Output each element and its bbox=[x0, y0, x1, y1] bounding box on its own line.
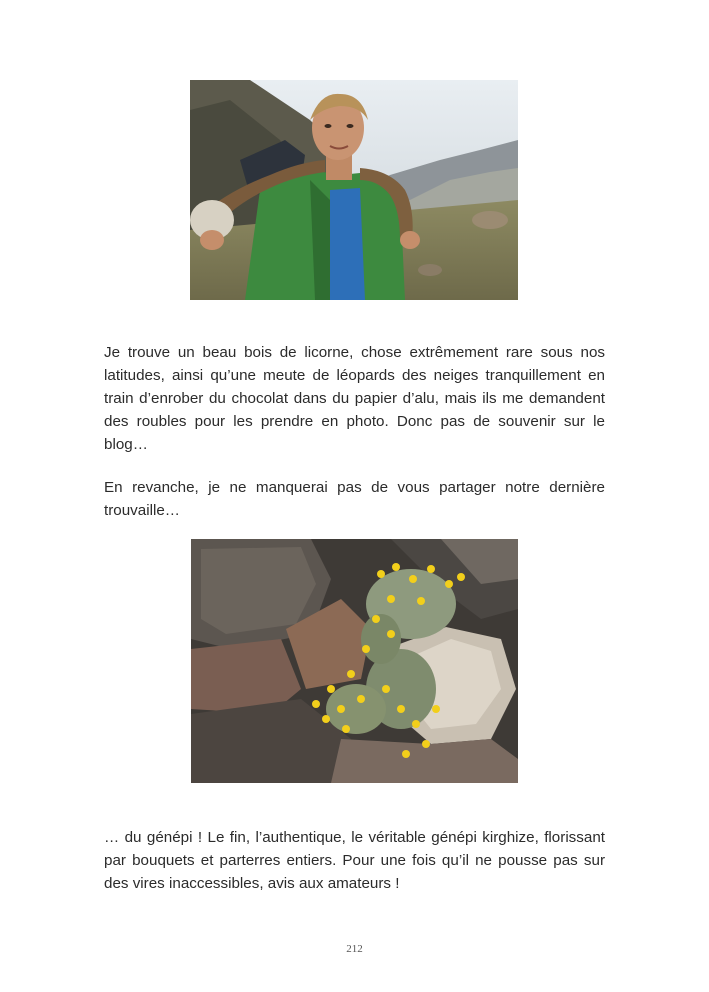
paragraph-3: … du génépi ! Le fin, l’authentique, le véritable génépi kirghize, florissant par bouquets et parterres entiers. Pour une fois qu’il ne pousse pas sur des vires inaccessibles, avis aux amateurs ! bbox=[104, 829, 605, 892]
photo-woman-with-antler bbox=[190, 80, 518, 300]
paragraph-2: En revanche, je ne manquerai pas de vous partager notre dernière trouvaille… bbox=[104, 479, 605, 519]
page-number: 212 bbox=[346, 943, 363, 955]
photo-genepi-flowers bbox=[191, 539, 518, 783]
paragraph-1: Je trouve un beau bois de licorne, chose extrêmement rare sous nos latitudes, ainsi qu’une meute de léopards des neiges tranquillement en train d’enrober du chocolat dans du papier d’alu, mais ils me demandent des roubles pour les prendre en photo. Donc pas de souvenir sur le blog… bbox=[104, 344, 605, 453]
